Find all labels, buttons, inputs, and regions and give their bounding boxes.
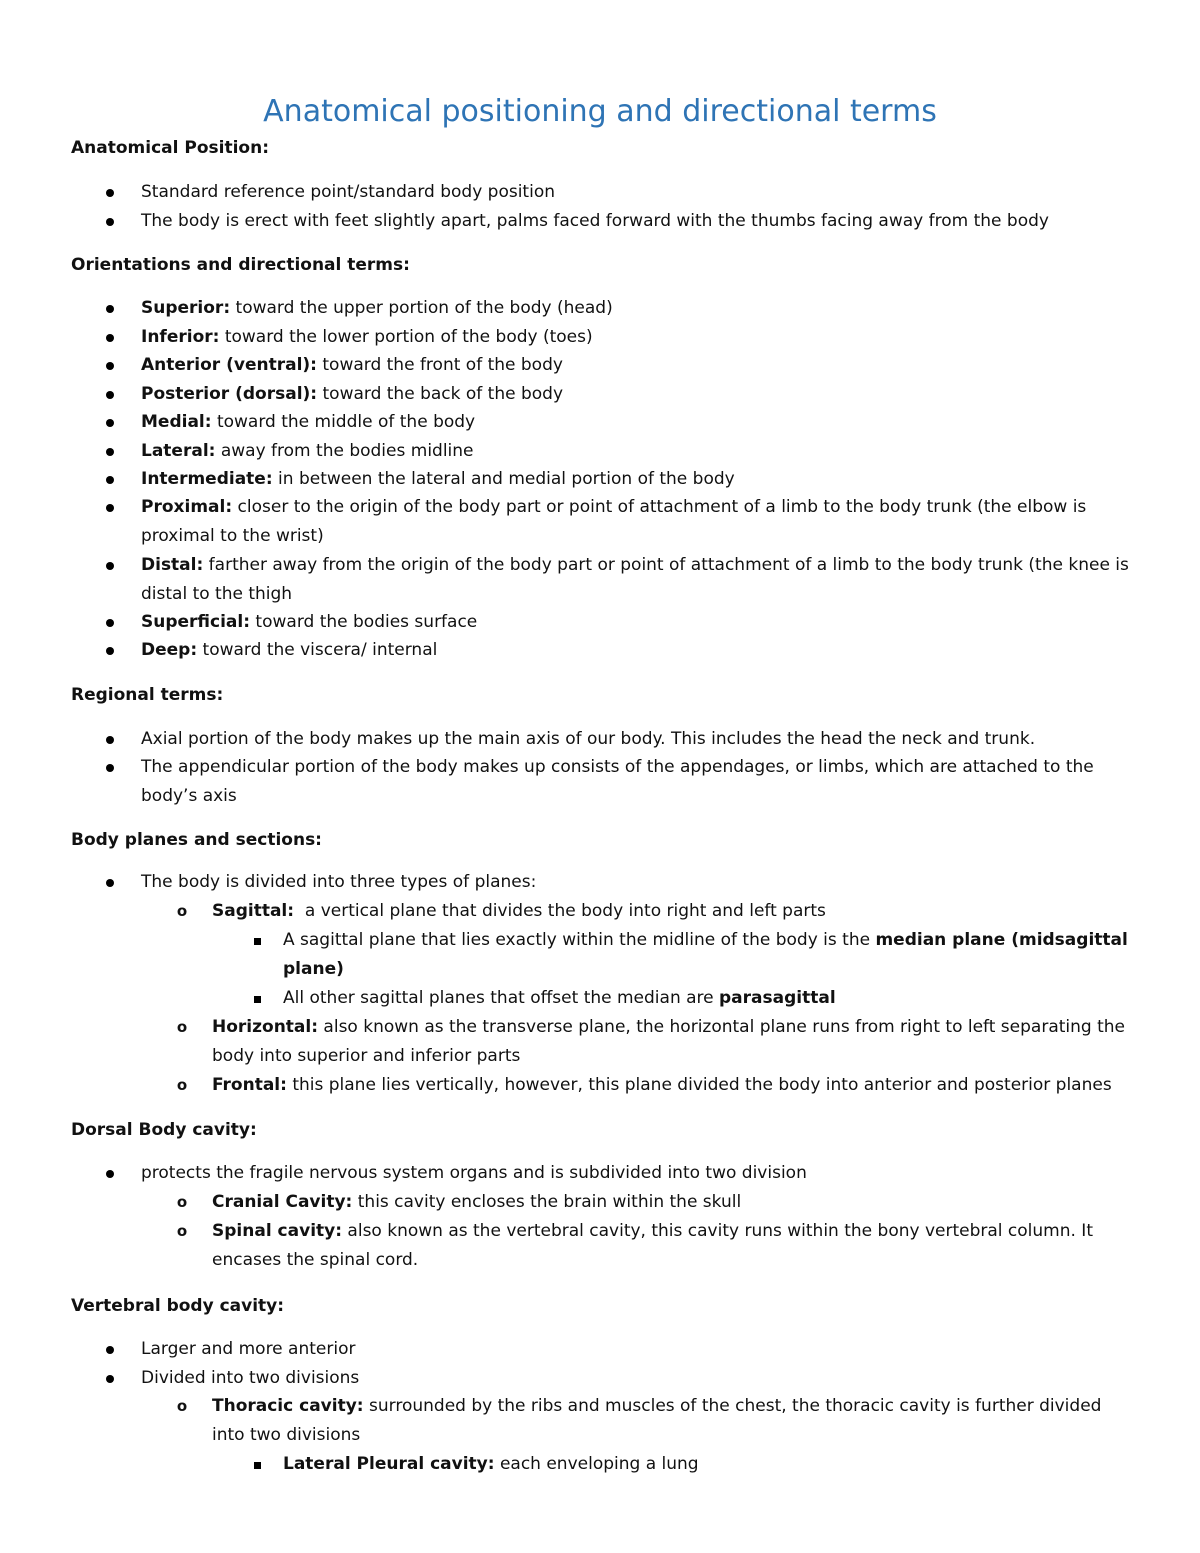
term: Anterior (ventral): (141, 355, 317, 375)
circle-bullet-icon: o (176, 1018, 188, 1036)
term: Sagittal: (212, 901, 295, 921)
bullet-icon (100, 725, 120, 754)
list-item: Distal: farther away from the origin of the body part or point of attachment of a limb to the body trunk (the knee is distal to the thigh (141, 551, 1131, 608)
heading-orientations: Orientations and directional terms: (71, 255, 410, 275)
list-item: Divided into two divisions (141, 1364, 1131, 1393)
term: Lateral: (141, 441, 216, 461)
list-item: Superior: toward the upper portion of the body (head) (141, 294, 1131, 323)
bullet-icon (100, 351, 120, 380)
term: Inferior: (141, 327, 220, 347)
list-item: Deep: toward the viscera/ internal (141, 636, 1131, 665)
heading-regional: Regional terms: (71, 685, 224, 705)
term: Intermediate: (141, 469, 273, 489)
heading-anatomical-position: Anatomical Position: (71, 138, 269, 158)
list-item: Proximal: closer to the origin of the body part or point of attachment of a limb to the body trunk (the elbow is proximal to the wrist) (141, 493, 1131, 550)
list-item: All other sagittal planes that offset the median are parasagittal (283, 984, 1133, 1013)
list-item: Posterior (dorsal): toward the back of the body (141, 380, 1131, 409)
list-item: o Cranial Cavity: this cavity encloses the brain within the skull (212, 1188, 1132, 1217)
page-title: Anatomical positioning and directional terms (263, 94, 937, 129)
square-bullet-icon (247, 984, 267, 1013)
list-item: The body is erect with feet slightly apart, palms faced forward with the thumbs facing away from the body (141, 207, 1131, 236)
bullet-icon (100, 380, 120, 409)
circle-bullet-icon: o (176, 1397, 188, 1415)
square-bullet-icon (247, 1450, 267, 1479)
circle-bullet-icon: o (176, 1076, 188, 1094)
bullet-icon (100, 1159, 120, 1188)
list-item: o Spinal cavity: also known as the vertebral cavity, this cavity runs within the bony vertebral column. It encases the spinal cord. (212, 1217, 1132, 1274)
term: Lateral Pleural cavity: (283, 1454, 495, 1474)
bullet-icon (100, 1364, 120, 1393)
term: Horizontal: (212, 1017, 319, 1037)
list-item: protects the fragile nervous system organs and is subdivided into two division (141, 1159, 1131, 1188)
bullet-icon (100, 294, 120, 323)
bullet-icon (100, 636, 120, 665)
list-item: Superficial: toward the bodies surface (141, 608, 1131, 637)
term: Deep: (141, 640, 198, 660)
list-item: Inferior: toward the lower portion of the body (toes) (141, 323, 1131, 352)
circle-bullet-icon: o (176, 902, 188, 920)
bullet-icon (100, 493, 120, 522)
list-item: Lateral Pleural cavity: each enveloping a lung (283, 1450, 1133, 1479)
list-item: The appendicular portion of the body makes up consists of the appendages, or limbs, which are attached to the body’s axis (141, 753, 1131, 810)
term: Cranial Cavity: (212, 1192, 353, 1212)
square-bullet-icon (247, 926, 267, 955)
bullet-icon (100, 408, 120, 437)
heading-dorsal-cavity: Dorsal Body cavity: (71, 1120, 257, 1140)
bullet-icon (100, 465, 120, 494)
term: Proximal: (141, 497, 233, 517)
term: Superficial: (141, 612, 251, 632)
bullet-icon (100, 551, 120, 580)
list-item: The body is divided into three types of planes: (141, 868, 1131, 897)
list-item: Medial: toward the middle of the body (141, 408, 1131, 437)
bullet-icon (100, 608, 120, 637)
term: Superior: (141, 298, 231, 318)
term: parasagittal (719, 988, 836, 1008)
term: median plane (midsagittal plane) (283, 930, 1128, 979)
bullet-icon (100, 437, 120, 466)
list-item: Standard reference point/standard body position (141, 178, 1131, 207)
bullet-icon (100, 753, 120, 782)
list-item: Intermediate: in between the lateral and medial portion of the body (141, 465, 1131, 494)
term: Spinal cavity: (212, 1221, 343, 1241)
bullet-icon (100, 323, 120, 352)
term: Distal: (141, 555, 204, 575)
term: Thoracic cavity: (212, 1396, 364, 1416)
list-item: o Horizontal: also known as the transverse plane, the horizontal plane runs from right to left separating the body into superior and inferior parts (212, 1013, 1132, 1070)
heading-body-planes: Body planes and sections: (71, 830, 322, 850)
list-item: o Sagittal: a vertical plane that divides the body into right and left parts (212, 897, 1132, 926)
list-item: Larger and more anterior (141, 1335, 1131, 1364)
heading-vertebral-cavity: Vertebral body cavity: (71, 1296, 285, 1316)
term: Posterior (dorsal): (141, 384, 318, 404)
list-item: Axial portion of the body makes up the main axis of our body. This includes the head the neck and trunk. (141, 725, 1131, 754)
term: Medial: (141, 412, 212, 432)
list-item: Anterior (ventral): toward the front of the body (141, 351, 1131, 380)
circle-bullet-icon: o (176, 1193, 188, 1211)
list-item: Lateral: away from the bodies midline (141, 437, 1131, 466)
term: Frontal: (212, 1075, 287, 1095)
bullet-icon (100, 1335, 120, 1364)
bullet-icon (100, 178, 120, 207)
bullet-icon (100, 207, 120, 236)
list-item: o Thoracic cavity: surrounded by the ribs and muscles of the chest, the thoracic cavity is further divided into two divisions (212, 1392, 1132, 1449)
list-item: A sagittal plane that lies exactly within the midline of the body is the median plane (midsagittal plane) (283, 926, 1133, 983)
bullet-icon (100, 868, 120, 897)
list-item: o Frontal: this plane lies vertically, however, this plane divided the body into anterior and posterior planes (212, 1071, 1132, 1100)
circle-bullet-icon: o (176, 1222, 188, 1240)
